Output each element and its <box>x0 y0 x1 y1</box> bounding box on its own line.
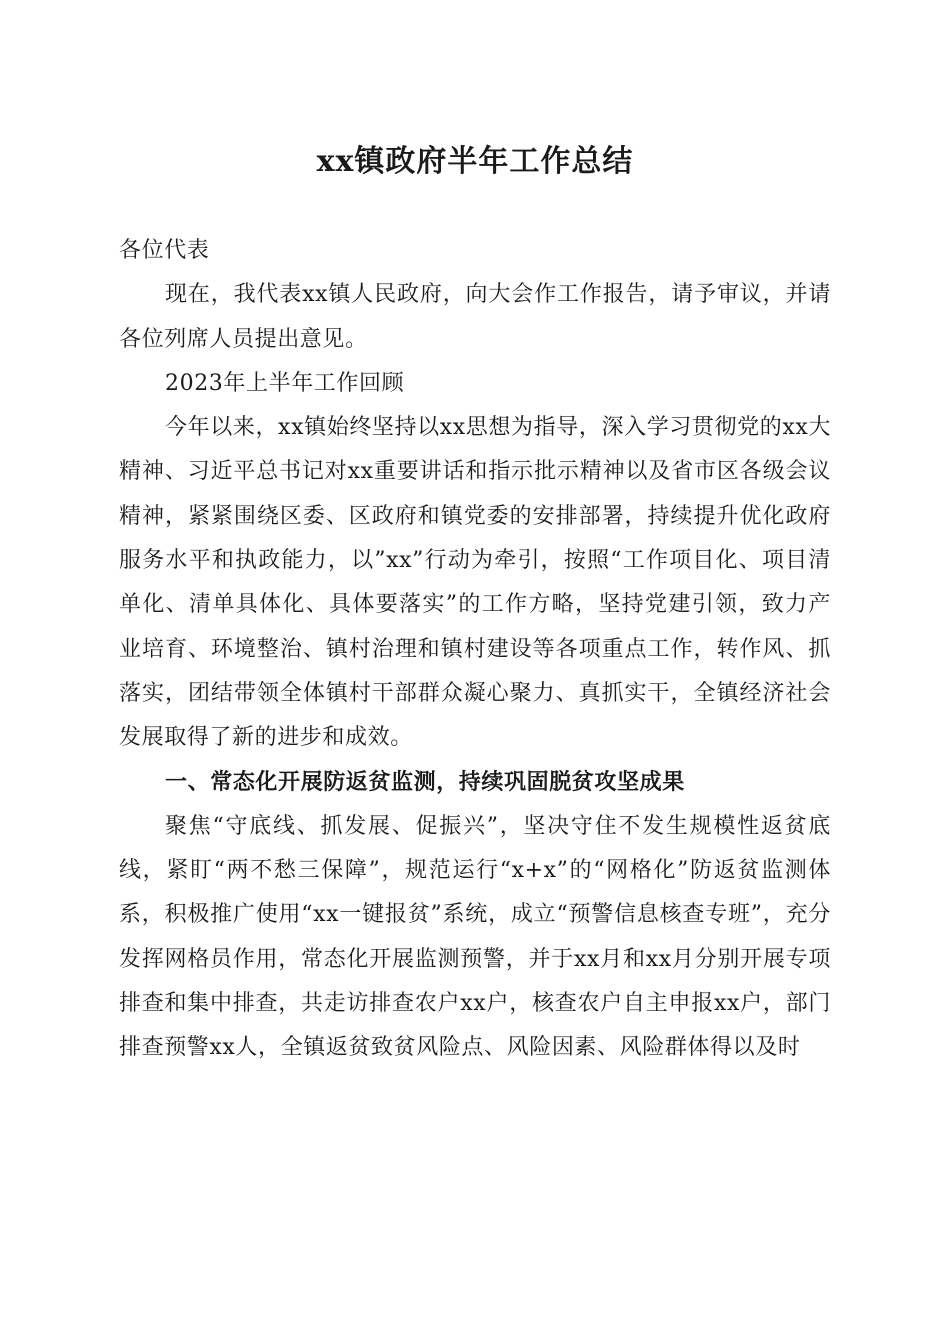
salutation: 各位代表 <box>119 238 210 263</box>
section-1-heading: 一、常态化开展防返贫监测，持续巩固脱贫攻坚成果 <box>165 769 685 795</box>
intro-paragraph: 现在，我代表xx镇人民政府，向大会作工作报告，请予审议，并请各位列席人员提出意见。 <box>119 282 831 352</box>
document-body <box>119 229 831 1071</box>
document-title: xx镇政府半年工作总结 <box>316 144 634 179</box>
section-1-paragraph: 聚焦“守底线、抓发展、促振兴”，坚决守住不发生规模性返贫底线，紧盯“两不愁三保障”，规范运行“x+x”的“网格化”防返贫监测体系，积极推广使用“xx一键报贫”系统，成立“预警信息核查专班”，充分发挥网格员作用，常态化开展监测预警，并于xx月和xx月分别开展专项排查和集中排查，共走访排查农户xx户，核查农户自主申报xx户，部门排查预警xx人，全镇返贫致贫风险点、风险因素、风险群体得以及时 <box>119 813 831 1061</box>
review-heading: 2023年上半年工作回顾 <box>165 370 405 396</box>
review-paragraph: 今年以来，xx镇始终坚持以xx思想为指导，深入学习贯彻党的xx大精神、习近平总书记对xx重要讲话和指示批示精神以及省市区各级会议精神，紧紧围绕区委、区政府和镇党委的安排部署，持续提升优化政府服务水平和执政能力，以”xx”行动为牵引，按照“工作项目化、项目清单化、清单具体化、具体要落实”的工作方略，坚持党建引领，致力产业培育、环境整治、镇村治理和镇村建设等各项重点工作，转作风、抓落实，团结带领全体镇村干部群众凝心聚力、真抓实干，全镇经济社会发展取得了新的进步和成效。 <box>119 415 831 751</box>
